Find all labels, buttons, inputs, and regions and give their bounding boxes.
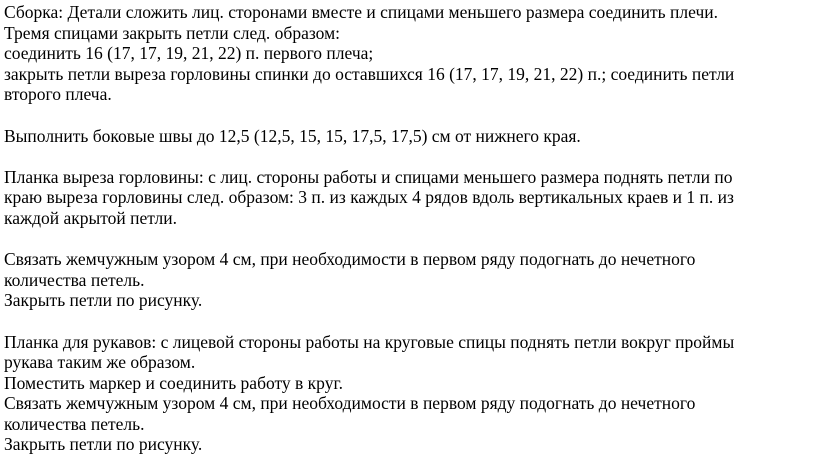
text-line: краю выреза горловины след. образом: 3 п. из каждых 4 рядов вдоль вертикальных краев и 1 п. из <box>4 187 734 208</box>
text-line: Поместить маркер и соединить работу в круг. <box>4 372 344 393</box>
paragraph-spacer <box>4 229 830 250</box>
paragraph-spacer <box>4 146 830 167</box>
paragraph-side-seams <box>4 126 830 147</box>
text-line: Тремя спицами закрыть петли след. образом: <box>4 22 341 43</box>
paragraph-spacer <box>4 311 830 332</box>
text-line: Связать жемчужным узором 4 см, при необходимости в первом ряду подогнать до нечетного <box>4 393 696 414</box>
text-line: Закрыть петли по рисунку. <box>4 434 203 455</box>
paragraph-neckband <box>4 167 830 229</box>
text-line: количества петель. <box>4 413 145 434</box>
paragraph-armhole-band <box>4 332 830 456</box>
text-line: Выполнить боковые швы до 12,5 (12,5, 15, 15, 17,5, 17,5) см от нижнего края. <box>4 125 581 146</box>
paragraph-assembly <box>4 2 830 105</box>
paragraph-spacer <box>4 105 830 126</box>
text-line: рукава таким же образом. <box>4 352 196 373</box>
text-line: Планка для рукавов: с лицевой стороны работы на круговые спицы поднять петли вокруг проймы <box>4 331 735 352</box>
text-line: закрыть петли выреза горловины спинки до оставшихся 16 (17, 17, 19, 21, 22) п.; соединить петли <box>4 63 735 84</box>
text-line: Планка выреза горловины: с лиц. стороны работы и спицами меньшего размера поднять петли по <box>4 166 733 187</box>
text-line: Сборка: Детали сложить лиц. сторонами вместе и спицами меньшего размера соединить плечи. <box>4 2 719 22</box>
text-line: Закрыть петли по рисунку. <box>4 290 203 311</box>
text-line: второго плеча. <box>4 84 112 105</box>
text-line: количества петель. <box>4 269 145 290</box>
paragraph-seed-stitch <box>4 249 830 311</box>
document-body <box>4 2 830 455</box>
text-line: Связать жемчужным узором 4 см, при необходимости в первом ряду подогнать до нечетного <box>4 249 696 270</box>
text-line: соединить 16 (17, 17, 19, 21, 22) п. первого плеча; <box>4 43 374 64</box>
text-line: каждой акрытой петли. <box>4 207 177 228</box>
